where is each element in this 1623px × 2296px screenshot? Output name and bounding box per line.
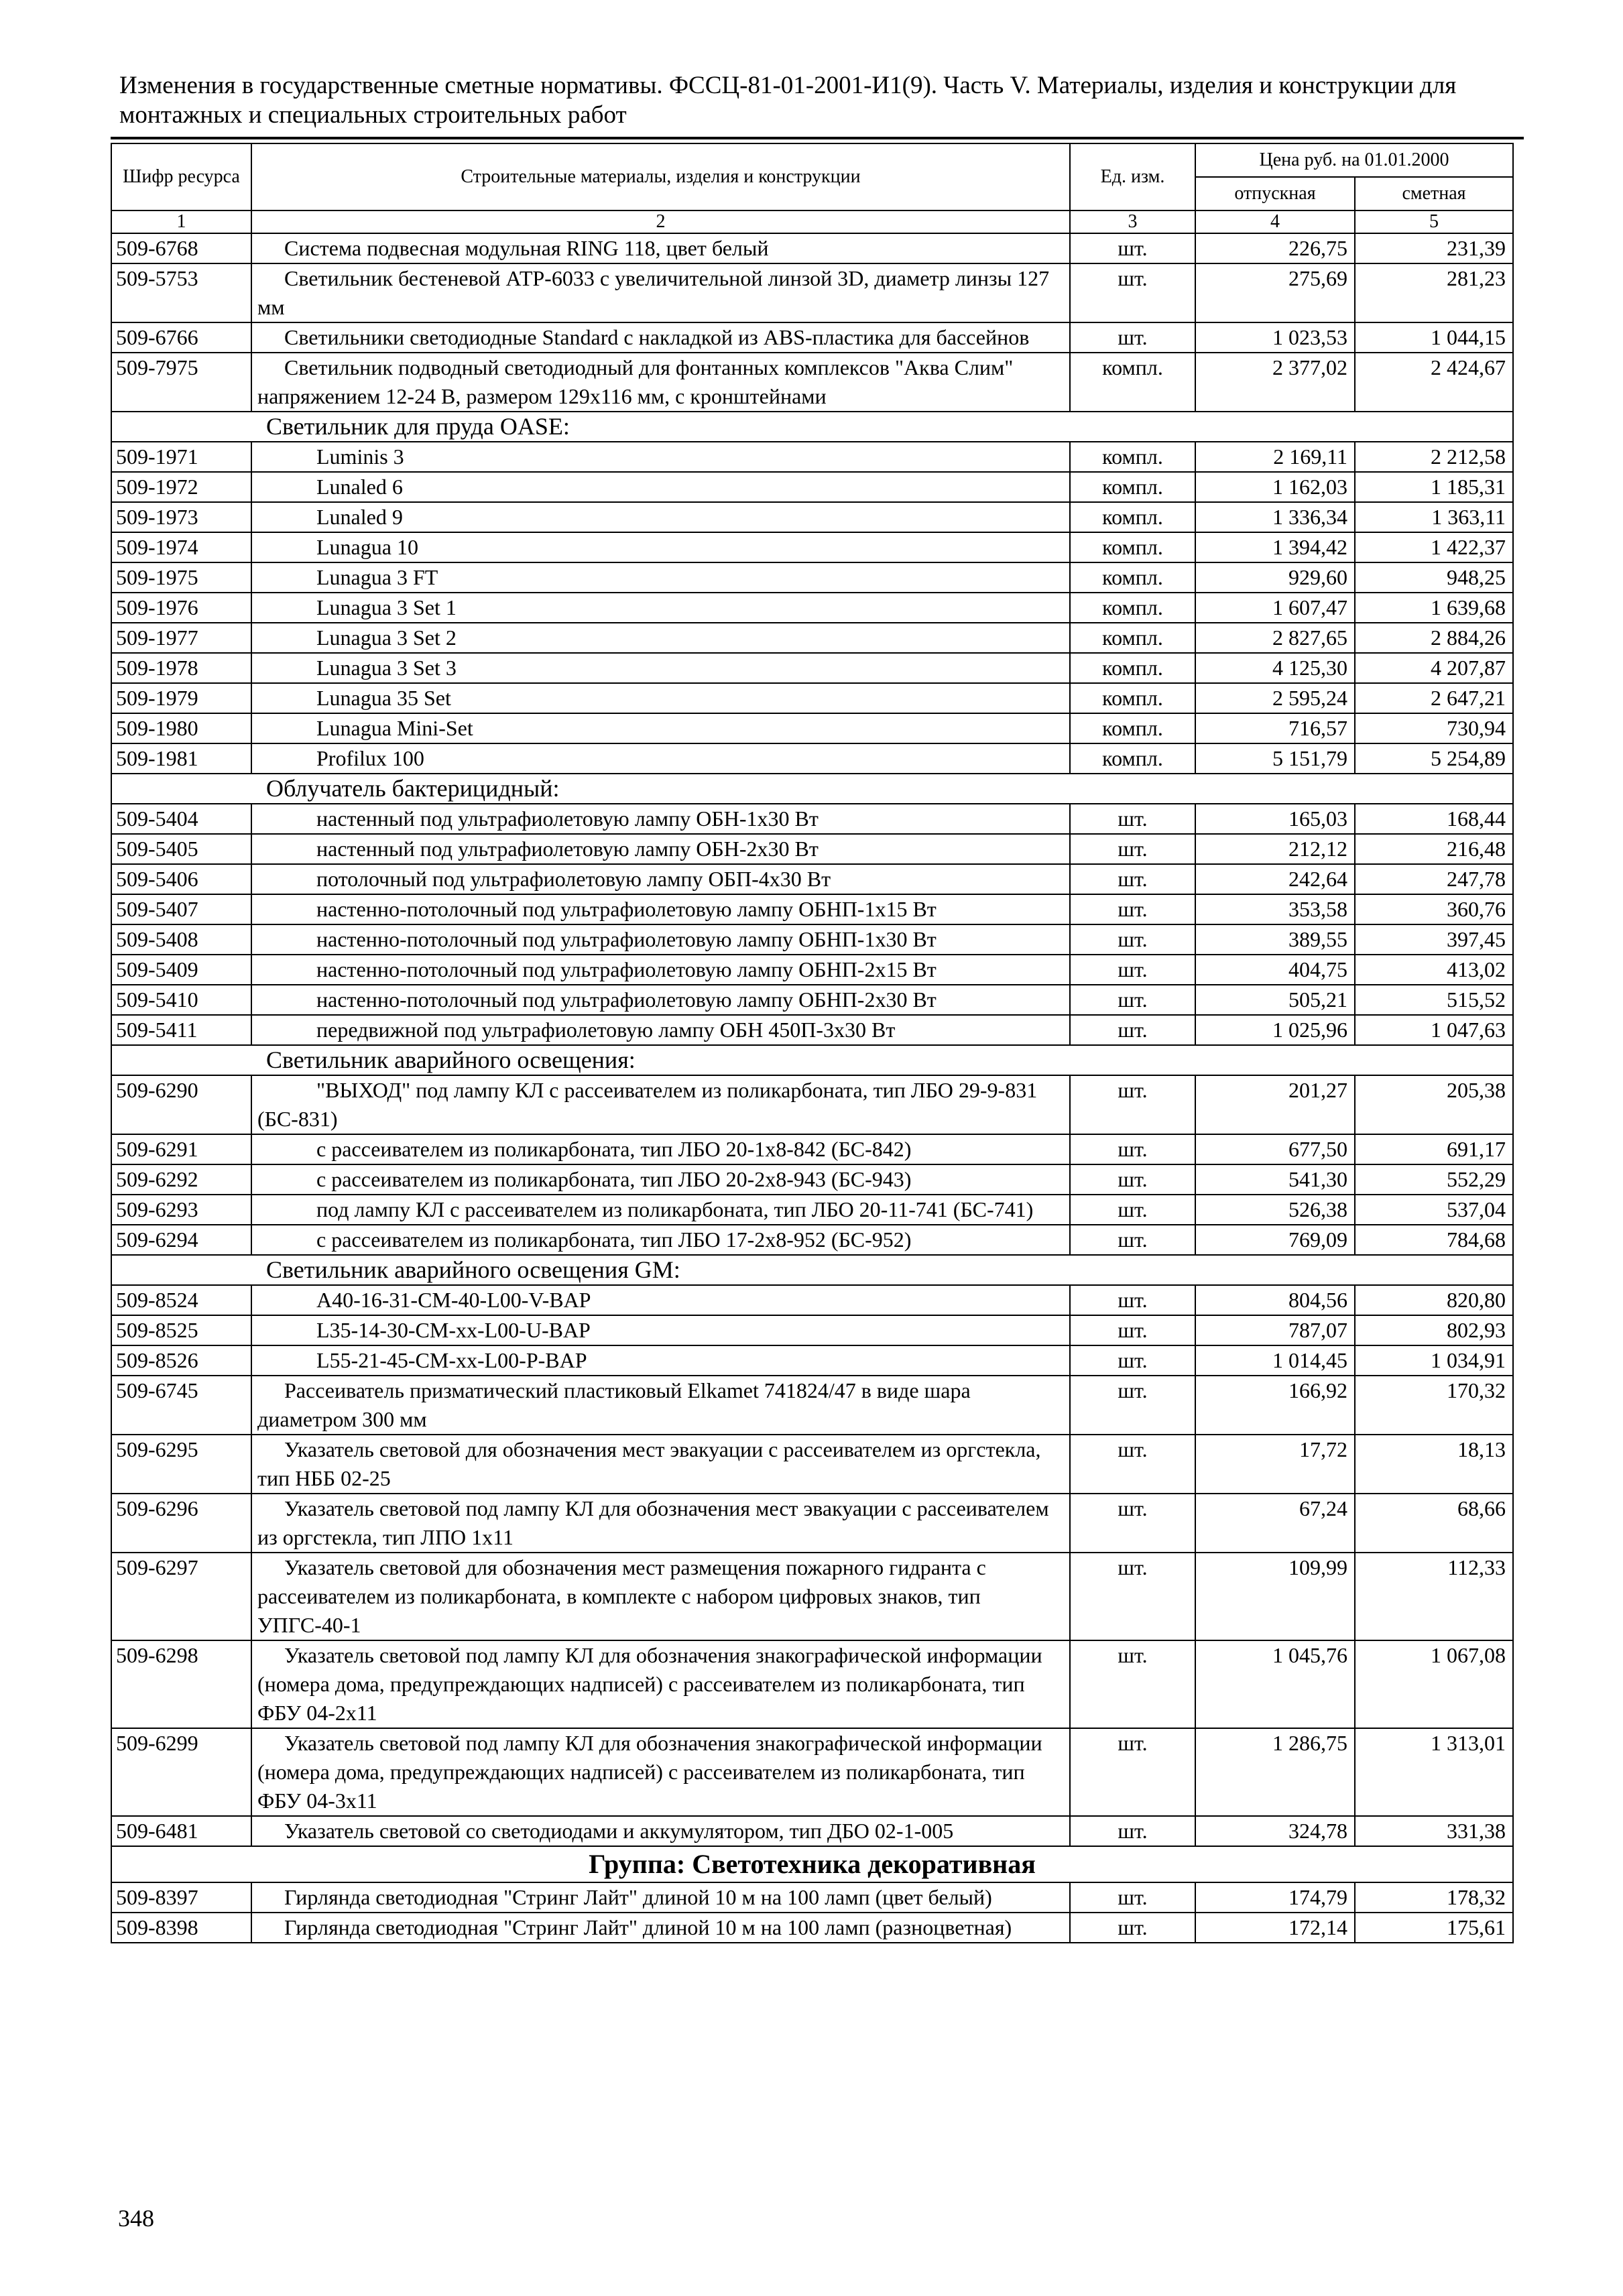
column-number: 3 <box>1070 210 1195 233</box>
release-price: 166,92 <box>1195 1376 1355 1435</box>
unit-of-measure: шт. <box>1070 864 1195 894</box>
unit-of-measure: компл. <box>1070 562 1195 593</box>
document-title: Изменения в государственные сметные нормативы. ФССЦ-81-01-2001-И1(9). Часть V. Материалы, изделия и конструкции для монтажных и специальных строительных работ <box>119 72 1457 129</box>
resource-code: 509-6298 <box>111 1640 251 1728</box>
material-name: Lunaled 6 <box>251 472 1070 502</box>
release-price: 4 125,30 <box>1195 653 1355 683</box>
unit-of-measure: шт. <box>1070 1134 1195 1164</box>
release-price: 2 377,02 <box>1195 353 1355 412</box>
estimate-price: 730,94 <box>1355 713 1513 743</box>
resource-code: 509-1978 <box>111 653 251 683</box>
resource-code: 509-8398 <box>111 1913 251 1943</box>
table-row <box>111 804 1513 834</box>
resource-code: 509-5406 <box>111 864 251 894</box>
material-name: Гирлянда светодиодная "Стринг Лайт" длиной 10 м на 100 ламп (разноцветная) <box>251 1913 1070 1943</box>
estimate-price: 216,48 <box>1355 834 1513 864</box>
section-header-row <box>111 412 1513 442</box>
estimate-price: 537,04 <box>1355 1195 1513 1225</box>
material-name: Указатель световой под лампу КЛ для обозначения знакографической информации (номера дома, предупреждающих надписей) с рассеивателем из поликарбоната, тип ФБУ 04-2х11 <box>251 1640 1070 1728</box>
estimate-price: 1 034,91 <box>1355 1345 1513 1376</box>
resource-code: 509-5410 <box>111 985 251 1015</box>
estimate-price: 784,68 <box>1355 1225 1513 1255</box>
material-name: Lunagua 10 <box>251 532 1070 562</box>
material-name: настенно-потолочный под ультрафиолетовую лампу ОБНП-1х15 Вт <box>251 894 1070 924</box>
release-price: 1 162,03 <box>1195 472 1355 502</box>
table-row <box>111 713 1513 743</box>
material-name: настенно-потолочный под ультрафиолетовую лампу ОБНП-2х30 Вт <box>251 985 1070 1015</box>
material-name: Указатель световой под лампу КЛ для обозначения знакографической информации (номера дома, предупреждающих надписей) с рассеивателем из поликарбоната, тип ФБУ 04-3х11 <box>251 1728 1070 1816</box>
material-name: передвижной под ультрафиолетовую лампу ОБН 450П-3х30 Вт <box>251 1015 1070 1045</box>
release-price: 17,72 <box>1195 1435 1355 1494</box>
release-price: 787,07 <box>1195 1315 1355 1345</box>
material-name: Система подвесная модульная RING 118, цвет белый <box>251 233 1070 263</box>
section-header-row <box>111 774 1513 804</box>
estimate-price: 112,33 <box>1355 1553 1513 1640</box>
table-row <box>111 1015 1513 1045</box>
release-price: 212,12 <box>1195 834 1355 864</box>
release-price: 1 025,96 <box>1195 1015 1355 1045</box>
table-row <box>111 593 1513 623</box>
resource-code: 509-1977 <box>111 623 251 653</box>
material-name: потолочный под ультрафиолетовую лампу ОБП-4х30 Вт <box>251 864 1070 894</box>
estimate-price: 331,38 <box>1355 1816 1513 1846</box>
table-row <box>111 653 1513 683</box>
unit-of-measure: шт. <box>1070 1315 1195 1345</box>
table-row <box>111 985 1513 1015</box>
group-header-row <box>111 1846 1513 1882</box>
release-price: 1 394,42 <box>1195 532 1355 562</box>
release-price: 769,09 <box>1195 1225 1355 1255</box>
estimate-price: 691,17 <box>1355 1134 1513 1164</box>
resource-code: 509-8524 <box>111 1285 251 1315</box>
table-row <box>111 1195 1513 1225</box>
table-row <box>111 1640 1513 1728</box>
release-price: 165,03 <box>1195 804 1355 834</box>
estimate-price: 1 047,63 <box>1355 1015 1513 1045</box>
material-name: Светильник подводный светодиодный для фонтанных комплексов "Аква Слим" напряжением 12-24 В, размером 129х116 мм, с кронштейнами <box>251 353 1070 412</box>
material-name: настенно-потолочный под ультрафиолетовую лампу ОБНП-2х15 Вт <box>251 955 1070 985</box>
estimate-price: 281,23 <box>1355 263 1513 322</box>
release-price: 505,21 <box>1195 985 1355 1015</box>
unit-of-measure: компл. <box>1070 593 1195 623</box>
table-row <box>111 502 1513 532</box>
estimate-price: 1 422,37 <box>1355 532 1513 562</box>
release-price: 226,75 <box>1195 233 1355 263</box>
material-name: настенно-потолочный под ультрафиолетовую лампу ОБНП-1х30 Вт <box>251 924 1070 955</box>
resource-code: 509-5405 <box>111 834 251 864</box>
release-price: 275,69 <box>1195 263 1355 322</box>
release-price: 242,64 <box>1195 864 1355 894</box>
header-name: Строительные материалы, изделия и конструкции <box>251 143 1070 210</box>
unit-of-measure: шт. <box>1070 1345 1195 1376</box>
material-name: Рассеиватель призматический пластиковый Elkamet 741824/47 в виде шара диаметром 300 мм <box>251 1376 1070 1435</box>
table-row <box>111 623 1513 653</box>
release-price: 804,56 <box>1195 1285 1355 1315</box>
resource-code: 509-5753 <box>111 263 251 322</box>
material-name: Указатель световой со светодиодами и аккумулятором, тип ДБО 02-1-005 <box>251 1816 1070 1846</box>
material-name: с рассеивателем из поликарбоната, тип ЛБО 17-2х8-952 (БС-952) <box>251 1225 1070 1255</box>
header-release-price: отпускная <box>1195 177 1355 210</box>
release-price: 353,58 <box>1195 894 1355 924</box>
unit-of-measure: шт. <box>1070 1164 1195 1195</box>
release-price: 324,78 <box>1195 1816 1355 1846</box>
column-number: 5 <box>1355 210 1513 233</box>
material-name: Lunagua 3 Set 1 <box>251 593 1070 623</box>
page-number: 348 <box>118 2205 154 2232</box>
estimate-price: 178,32 <box>1355 1882 1513 1913</box>
table-row <box>111 924 1513 955</box>
material-name: под лампу КЛ с рассеивателем из поликарбоната, тип ЛБО 20-11-741 (БС-741) <box>251 1195 1070 1225</box>
unit-of-measure: шт. <box>1070 322 1195 353</box>
group-title: Группа: Светотехника декоративная <box>111 1846 1513 1882</box>
unit-of-measure: компл. <box>1070 743 1195 774</box>
header-price: Цена руб. на 01.01.2000 <box>1195 143 1513 177</box>
resource-code: 509-5407 <box>111 894 251 924</box>
estimate-price: 168,44 <box>1355 804 1513 834</box>
header-code: Шифр ресурса <box>111 143 251 210</box>
unit-of-measure: компл. <box>1070 472 1195 502</box>
unit-of-measure: шт. <box>1070 1640 1195 1728</box>
release-price: 109,99 <box>1195 1553 1355 1640</box>
material-name: Светильники светодиодные Standard с накладкой из ABS-пластика для бассейнов <box>251 322 1070 353</box>
table-row <box>111 1882 1513 1913</box>
table-row <box>111 1134 1513 1164</box>
table-row <box>111 442 1513 472</box>
table-row <box>111 1494 1513 1553</box>
material-name: Lunagua 35 Set <box>251 683 1070 713</box>
resource-code: 509-6294 <box>111 1225 251 1255</box>
material-name: Указатель световой под лампу КЛ для обозначения мест эвакуации с рассеивателем из оргстекла, тип ЛПО 1х11 <box>251 1494 1070 1553</box>
release-price: 389,55 <box>1195 924 1355 955</box>
table-row <box>111 1075 1513 1134</box>
release-price: 2 595,24 <box>1195 683 1355 713</box>
release-price: 174,79 <box>1195 1882 1355 1913</box>
resource-code: 509-6292 <box>111 1164 251 1195</box>
release-price: 201,27 <box>1195 1075 1355 1134</box>
resource-code: 509-6293 <box>111 1195 251 1225</box>
table-row <box>111 1285 1513 1315</box>
header-estimate-price: сметная <box>1355 177 1513 210</box>
resource-code: 509-6745 <box>111 1376 251 1435</box>
release-price: 1 045,76 <box>1195 1640 1355 1728</box>
resource-code: 509-8526 <box>111 1345 251 1376</box>
table-row <box>111 562 1513 593</box>
table-row <box>111 1315 1513 1345</box>
resource-code: 509-6299 <box>111 1728 251 1816</box>
table-row <box>111 864 1513 894</box>
unit-of-measure: компл. <box>1070 532 1195 562</box>
material-name: Гирлянда светодиодная "Стринг Лайт" длиной 10 м на 100 ламп (цвет белый) <box>251 1882 1070 1913</box>
unit-of-measure: шт. <box>1070 1816 1195 1846</box>
estimate-price: 1 363,11 <box>1355 502 1513 532</box>
release-price: 1 286,75 <box>1195 1728 1355 1816</box>
release-price: 929,60 <box>1195 562 1355 593</box>
release-price: 404,75 <box>1195 955 1355 985</box>
release-price: 677,50 <box>1195 1134 1355 1164</box>
estimate-price: 552,29 <box>1355 1164 1513 1195</box>
unit-of-measure: шт. <box>1070 1435 1195 1494</box>
estimate-price: 231,39 <box>1355 233 1513 263</box>
material-name: A40-16-31-CM-40-L00-V-BAP <box>251 1285 1070 1315</box>
release-price: 5 151,79 <box>1195 743 1355 774</box>
material-name: настенный под ультрафиолетовую лампу ОБН-2х30 Вт <box>251 834 1070 864</box>
estimate-price: 2 647,21 <box>1355 683 1513 713</box>
price-table <box>111 143 1514 1943</box>
table-row <box>111 1913 1513 1943</box>
estimate-price: 820,80 <box>1355 1285 1513 1315</box>
estimate-price: 5 254,89 <box>1355 743 1513 774</box>
unit-of-measure: шт. <box>1070 924 1195 955</box>
unit-of-measure: шт. <box>1070 1015 1195 1045</box>
material-name: Lunagua Mini-Set <box>251 713 1070 743</box>
unit-of-measure: шт. <box>1070 955 1195 985</box>
table-row <box>111 1345 1513 1376</box>
table-row <box>111 834 1513 864</box>
table-row <box>111 1435 1513 1494</box>
table-row <box>111 683 1513 713</box>
estimate-price: 948,25 <box>1355 562 1513 593</box>
table-row <box>111 353 1513 412</box>
unit-of-measure: шт. <box>1070 1285 1195 1315</box>
resource-code: 509-6481 <box>111 1816 251 1846</box>
resource-code: 509-1975 <box>111 562 251 593</box>
section-title: Светильник для пруда OASE: <box>111 412 1513 442</box>
table-row <box>111 743 1513 774</box>
estimate-price: 413,02 <box>1355 955 1513 985</box>
unit-of-measure: шт. <box>1070 894 1195 924</box>
material-name: Светильник бестеневой АТР-6033 с увеличительной линзой 3D, диаметр линзы 127 мм <box>251 263 1070 322</box>
unit-of-measure: шт. <box>1070 233 1195 263</box>
section-header-row <box>111 1255 1513 1285</box>
unit-of-measure: шт. <box>1070 985 1195 1015</box>
release-price: 1 336,34 <box>1195 502 1355 532</box>
material-name: Lunagua 3 FT <box>251 562 1070 593</box>
release-price: 716,57 <box>1195 713 1355 743</box>
material-name: Lunagua 3 Set 3 <box>251 653 1070 683</box>
estimate-price: 18,13 <box>1355 1435 1513 1494</box>
resource-code: 509-6291 <box>111 1134 251 1164</box>
unit-of-measure: компл. <box>1070 353 1195 412</box>
table-row <box>111 532 1513 562</box>
resource-code: 509-1976 <box>111 593 251 623</box>
estimate-price: 170,32 <box>1355 1376 1513 1435</box>
unit-of-measure: компл. <box>1070 713 1195 743</box>
table-row <box>111 1164 1513 1195</box>
table-row <box>111 263 1513 322</box>
estimate-price: 397,45 <box>1355 924 1513 955</box>
unit-of-measure: шт. <box>1070 1494 1195 1553</box>
release-price: 67,24 <box>1195 1494 1355 1553</box>
unit-of-measure: компл. <box>1070 653 1195 683</box>
estimate-price: 4 207,87 <box>1355 653 1513 683</box>
table-row <box>111 322 1513 353</box>
release-price: 2 169,11 <box>1195 442 1355 472</box>
estimate-price: 2 212,58 <box>1355 442 1513 472</box>
estimate-price: 175,61 <box>1355 1913 1513 1943</box>
resource-code: 509-1973 <box>111 502 251 532</box>
resource-code: 509-1972 <box>111 472 251 502</box>
release-price: 172,14 <box>1195 1913 1355 1943</box>
unit-of-measure: шт. <box>1070 1195 1195 1225</box>
unit-of-measure: компл. <box>1070 683 1195 713</box>
resource-code: 509-6768 <box>111 233 251 263</box>
estimate-price: 2 424,67 <box>1355 353 1513 412</box>
title-divider <box>111 137 1524 139</box>
resource-code: 509-5404 <box>111 804 251 834</box>
section-header-row <box>111 1045 1513 1075</box>
unit-of-measure: шт. <box>1070 1225 1195 1255</box>
resource-code: 509-8525 <box>111 1315 251 1345</box>
material-name: Luminis 3 <box>251 442 1070 472</box>
resource-code: 509-1974 <box>111 532 251 562</box>
resource-code: 509-6297 <box>111 1553 251 1640</box>
material-name: Lunagua 3 Set 2 <box>251 623 1070 653</box>
estimate-price: 1 185,31 <box>1355 472 1513 502</box>
material-name: настенный под ультрафиолетовую лампу ОБН-1х30 Вт <box>251 804 1070 834</box>
resource-code: 509-6295 <box>111 1435 251 1494</box>
resource-code: 509-1981 <box>111 743 251 774</box>
resource-code: 509-1979 <box>111 683 251 713</box>
table-row <box>111 955 1513 985</box>
unit-of-measure: шт. <box>1070 804 1195 834</box>
column-numbers-row <box>111 210 1513 233</box>
table-row <box>111 1816 1513 1846</box>
resource-code: 509-5408 <box>111 924 251 955</box>
unit-of-measure: компл. <box>1070 502 1195 532</box>
estimate-price: 1 044,15 <box>1355 322 1513 353</box>
unit-of-measure: шт. <box>1070 1553 1195 1640</box>
material-name: с рассеивателем из поликарбоната, тип ЛБО 20-1х8-842 (БС-842) <box>251 1134 1070 1164</box>
estimate-price: 515,52 <box>1355 985 1513 1015</box>
material-name: Profilux 100 <box>251 743 1070 774</box>
material-name: L35-14-30-CM-xx-L00-U-BAP <box>251 1315 1070 1345</box>
unit-of-measure: компл. <box>1070 442 1195 472</box>
estimate-price: 1 067,08 <box>1355 1640 1513 1728</box>
resource-code: 509-1980 <box>111 713 251 743</box>
unit-of-measure: шт. <box>1070 1882 1195 1913</box>
header-unit: Ед. изм. <box>1070 143 1195 210</box>
table-row <box>111 1553 1513 1640</box>
release-price: 541,30 <box>1195 1164 1355 1195</box>
estimate-price: 205,38 <box>1355 1075 1513 1134</box>
unit-of-measure: шт. <box>1070 1913 1195 1943</box>
resource-code: 509-6296 <box>111 1494 251 1553</box>
estimate-price: 2 884,26 <box>1355 623 1513 653</box>
release-price: 1 607,47 <box>1195 593 1355 623</box>
table-row <box>111 1728 1513 1816</box>
resource-code: 509-5411 <box>111 1015 251 1045</box>
material-name: L55-21-45-CM-xx-L00-P-BAP <box>251 1345 1070 1376</box>
table-row <box>111 1225 1513 1255</box>
release-price: 1 014,45 <box>1195 1345 1355 1376</box>
estimate-price: 1 639,68 <box>1355 593 1513 623</box>
column-number: 2 <box>251 210 1070 233</box>
resource-code: 509-1971 <box>111 442 251 472</box>
resource-code: 509-7975 <box>111 353 251 412</box>
table-row <box>111 1376 1513 1435</box>
table-row <box>111 472 1513 502</box>
release-price: 526,38 <box>1195 1195 1355 1225</box>
resource-code: 509-6290 <box>111 1075 251 1134</box>
section-title: Светильник аварийного освещения GM: <box>111 1255 1513 1285</box>
material-name: с рассеивателем из поликарбоната, тип ЛБО 20-2х8-943 (БС-943) <box>251 1164 1070 1195</box>
estimate-price: 247,78 <box>1355 864 1513 894</box>
unit-of-measure: шт. <box>1070 1376 1195 1435</box>
material-name: Lunaled 9 <box>251 502 1070 532</box>
material-name: Указатель световой для обозначения мест размещения пожарного гидранта с рассеивателем из поликарбоната, в комплекте с набором цифровых знаков, тип УПГС-40-1 <box>251 1553 1070 1640</box>
section-title: Светильник аварийного освещения: <box>111 1045 1513 1075</box>
table-row <box>111 894 1513 924</box>
release-price: 1 023,53 <box>1195 322 1355 353</box>
column-number: 4 <box>1195 210 1355 233</box>
material-name: Указатель световой для обозначения мест эвакуации с рассеивателем из оргстекла, тип НББ 02-25 <box>251 1435 1070 1494</box>
section-title: Облучатель бактерицидный: <box>111 774 1513 804</box>
material-name: "ВЫХОД" под лампу КЛ с рассеивателем из поликарбоната, тип ЛБО 29-9-831 (БС-831) <box>251 1075 1070 1134</box>
unit-of-measure: шт. <box>1070 1075 1195 1134</box>
resource-code: 509-5409 <box>111 955 251 985</box>
estimate-price: 68,66 <box>1355 1494 1513 1553</box>
unit-of-measure: шт. <box>1070 1728 1195 1816</box>
estimate-price: 802,93 <box>1355 1315 1513 1345</box>
estimate-price: 360,76 <box>1355 894 1513 924</box>
unit-of-measure: шт. <box>1070 834 1195 864</box>
unit-of-measure: компл. <box>1070 623 1195 653</box>
resource-code: 509-6766 <box>111 322 251 353</box>
estimate-price: 1 313,01 <box>1355 1728 1513 1816</box>
release-price: 2 827,65 <box>1195 623 1355 653</box>
table-row <box>111 233 1513 263</box>
resource-code: 509-8397 <box>111 1882 251 1913</box>
column-number: 1 <box>111 210 251 233</box>
unit-of-measure: шт. <box>1070 263 1195 322</box>
